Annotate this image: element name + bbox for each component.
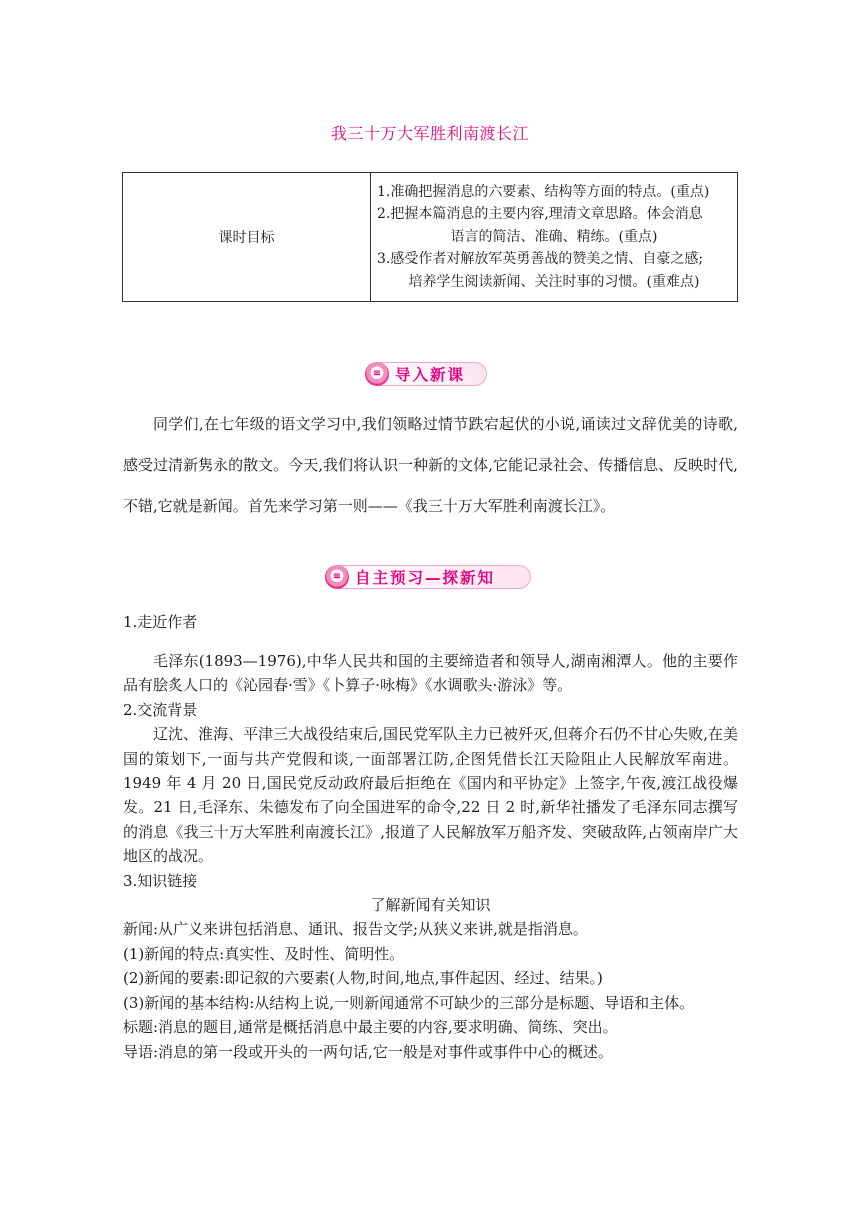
goal-item [377, 181, 731, 204]
author-paragraph: 毛泽东(1893—1976),中华人民共和国的主要缔造者和领导人,湖南湘潭人。他的主要作品有脍炙人口的《沁园春·雪》《卜算子·咏梅》《水调歌头·游泳》等。 [123, 652, 738, 695]
banner-label: 自主预习—探新知 [355, 569, 496, 587]
knowledge-heading: 3.知识链接 [123, 871, 198, 890]
banner-label: 导入新课 [395, 366, 466, 384]
intro-paragraph: 同学们,在七年级的语文学习中,我们领略过情节跌宕起伏的小说,诵读过文辞优美的诗歌,感受过清新隽永的散文。今天,我们将认识一种新的文体,它能记录社会、传播信息、反映时代,不错,它就是新闻。首先来学习第一则——《我三十万大军胜利南渡长江》。 [123, 415, 738, 515]
goals-label: 课时目标 [123, 173, 371, 302]
author-section [123, 649, 738, 1064]
medal-icon: ≡ [325, 565, 349, 589]
goal-item [377, 203, 731, 248]
goal-item-continuation: 语言的简洁、准确、精练。(重点) [450, 228, 658, 245]
goals-list [371, 173, 738, 302]
background-paragraph: 辽沈、淮海、平津三大战役结束后,国民党军队主力已被歼灭,但蒋介石仍不甘心失败,在美国的策划下,一面与共产党假和谈,一面部署江防,企图凭借长江天险阻止人民解放军南进。1949 年 4 月 20 日,国民党反动政府最后拒绝在《国内和平协定》上签字,午夜,渡江战役爆发。21 日,毛泽东、朱德发布了向全国进军的命令,22 日 2 时,新华社播发了毛泽东同志撰写的消息《我三十万大军胜利南渡长江》,报道了人民解放军万船齐发、突破敌阵,占领南岸广大地区的战况。 [123, 725, 738, 866]
goal-item [377, 248, 731, 293]
background-heading: 2.交流背景 [123, 700, 198, 719]
lesson-title: 我三十万大军胜利南渡长江 [330, 124, 529, 143]
goal-item-text: 2.把握本篇消息的主要内容,理清文章思路。体会消息 [377, 206, 703, 223]
knowledge-line: 导语:消息的第一段或开头的一两句话,它一般是对事件或事件中心的概述。 [123, 1042, 613, 1061]
knowledge-line: (1)新闻的特点:真实性、及时性、简明性。 [123, 944, 405, 963]
knowledge-line: (2)新闻的要素:即记叙的六要素(人物,时间,地点,事件起因、经过、结果。) [123, 969, 603, 988]
goal-item-continuation: 培养学生阅读新闻、关注时事的习惯。(重难点) [408, 273, 700, 290]
knowledge-line: 新闻:从广义来讲包括消息、通讯、报告文学;从狭义来讲,就是指消息。 [123, 920, 588, 939]
knowledge-title: 了解新闻有关知识 [370, 896, 491, 915]
section-banner-preview [327, 565, 531, 589]
knowledge-line: (3)新闻的基本结构:从结构上说,一则新闻通常不可缺少的三部分是标题、导语和主体。 [123, 993, 695, 1012]
goal-item-text: 3.感受作者对解放军英勇善战的赞美之情、自豪之感; [377, 251, 704, 268]
goal-item-text: 1.准确把握消息的六要素、结构等方面的特点。(重点) [377, 183, 710, 200]
section-banner-intro [367, 362, 487, 386]
knowledge-line: 标题:消息的题目,通常是概括消息中最主要的内容,要求明确、简练、突出。 [123, 1018, 618, 1037]
author-heading: 1.走近作者 [123, 613, 198, 631]
medal-icon: ≡ [365, 362, 389, 386]
goals-table [122, 172, 738, 302]
